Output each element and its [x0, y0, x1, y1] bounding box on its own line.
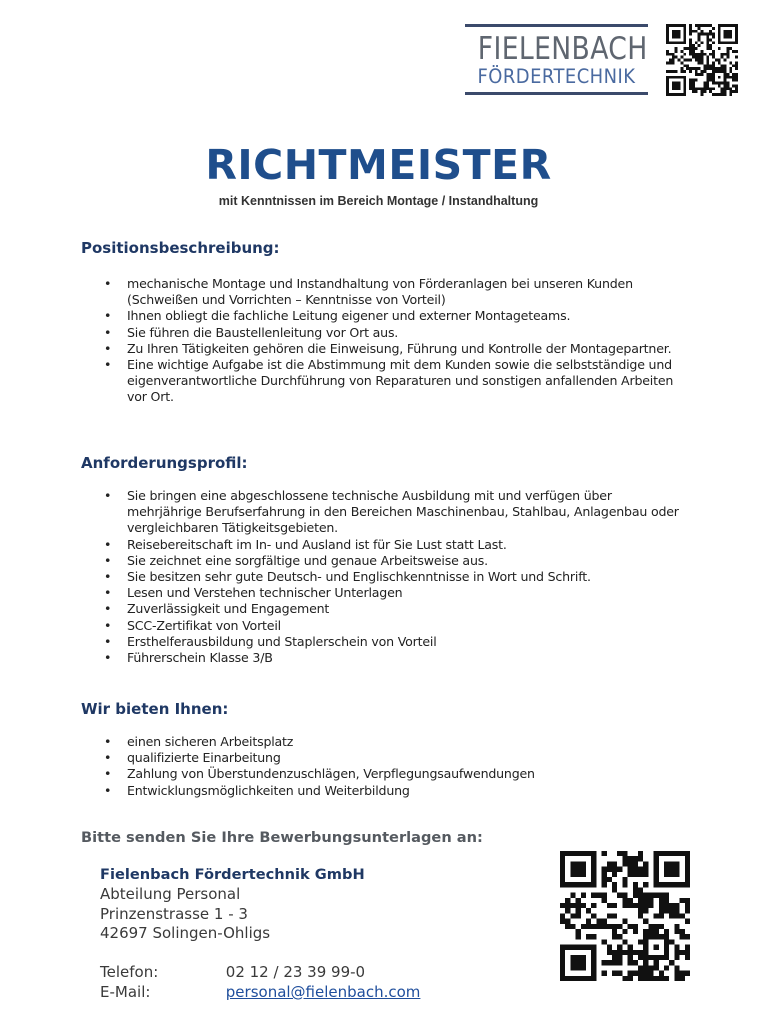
logo-top-bar — [465, 24, 648, 27]
list-item: • Sie führen die Baustellenleitung vor Ort aus. — [104, 324, 399, 340]
list-item: • Lesen und Verstehen technischer Unterlagen — [104, 585, 403, 601]
list-item: • SCC-Zertifikat von Vorteil — [104, 617, 281, 633]
list-item: • Zu Ihren Tätigkeiten gehören die Einweisung, Führung und Kontrolle der Montagepartner. — [104, 340, 672, 356]
list-item: • Ihnen obliegt die fachliche Leitung eigener und externer Montageteams. — [104, 308, 571, 324]
list-item: • mechanische Montage und Instandhaltung von Förderanlagen bei unseren Kunden (Schweißen und Vorrichten – Kenntnisse von Vorteil) — [104, 276, 633, 308]
application-call-to-action: Bitte senden Sie Ihre Bewerbungsunterlagen an: — [81, 829, 483, 846]
logo-bottom-bar — [465, 92, 648, 95]
logo-line2: FÖRDERTECHNIK — [477, 65, 636, 88]
company-logo — [465, 24, 648, 95]
list-position — [101, 276, 681, 406]
heading-position: Positionsbeschreibung: — [81, 239, 280, 257]
list-item: • Zuverlässigkeit und Engagement — [104, 601, 330, 617]
email-link[interactable]: personal@fielenbach.com — [225, 983, 421, 1001]
contact-block — [100, 962, 420, 1002]
qr-code-icon — [560, 851, 690, 981]
page-subtitle: mit Kenntnissen im Bereich Montage / Instandhaltung — [218, 194, 539, 208]
address-department: Abteilung Personal — [100, 885, 241, 903]
list-item: • Ersthelferausbildung und Staplerschein von Vorteil — [104, 633, 437, 649]
page-title: RICHTMEISTER — [205, 141, 552, 189]
list-item: • Sie bringen eine abgeschlossene technische Ausbildung mit und verfügen über mehrjährige Berufserfahrung in den Bereichen Maschinenbau, Stahlbau, Anlagenbau oder vergleichbaren Tätigkeitsgebieten. — [104, 488, 679, 536]
email-label: E-Mail: — [100, 983, 151, 1001]
phone-number: 02 12 / 23 39 99-0 — [225, 963, 366, 981]
company-name: Fielenbach Fördertechnik GmbH — [100, 866, 365, 883]
list-offer — [101, 734, 681, 799]
address-street: Prinzenstrasse 1 - 3 — [100, 904, 248, 923]
company-address — [100, 865, 365, 944]
heading-requirements: Anforderungsprofil: — [81, 454, 248, 472]
heading-offer: Wir bieten Ihnen: — [81, 700, 229, 718]
list-item: • Sie besitzen sehr gute Deutsch- und Englischkenntnisse in Wort und Schrift. — [104, 569, 591, 585]
qr-code-icon — [666, 24, 738, 96]
list-item: • Reisebereitschaft im In- und Ausland ist für Sie Lust statt Last. — [104, 536, 507, 552]
list-item: • Führerschein Klasse 3/B — [104, 650, 273, 666]
list-item: • Sie zeichnet eine sorgfältige und genaue Arbeitsweise aus. — [104, 552, 488, 568]
list-item: • Entwicklungsmöglichkeiten und Weiterbildung — [104, 782, 410, 798]
list-item: • einen sicheren Arbeitsplatz — [104, 734, 294, 749]
list-item: • qualifizierte Einarbeitung — [104, 750, 281, 766]
phone-label: Telefon: — [100, 963, 159, 981]
list-item: • Eine wichtige Aufgabe ist die Abstimmung mit dem Kunden sowie die selbstständige und eigenverantwortliche Durchführung von Reparaturen und sonstigen anfallenden Arbeiten vor Ort. — [104, 357, 674, 405]
address-city: 42697 Solingen-Ohligs — [100, 924, 271, 942]
list-requirements — [101, 488, 681, 666]
list-item: • Zahlung von Überstundenzuschlägen, Verpflegungsaufwendungen — [104, 766, 535, 782]
logo-line1: FIELENBACH — [477, 31, 648, 67]
